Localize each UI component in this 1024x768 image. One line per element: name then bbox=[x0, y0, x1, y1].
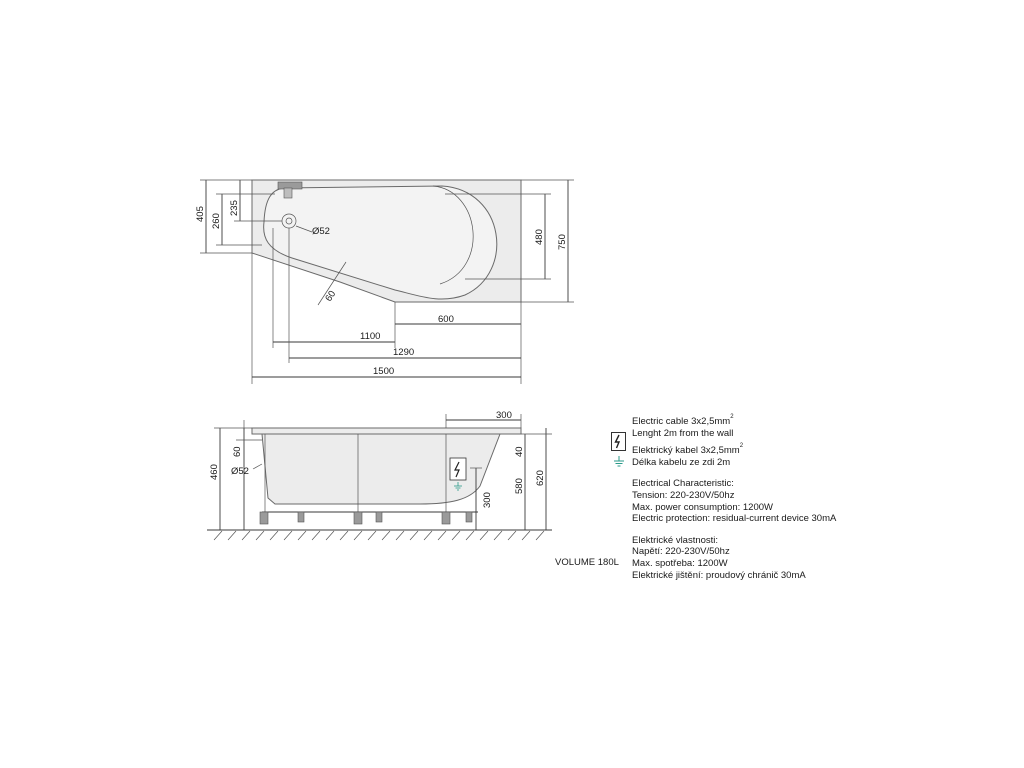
dim-60-side: 60 bbox=[232, 446, 243, 457]
ground-icon bbox=[613, 456, 625, 468]
dim-405: 405 bbox=[195, 206, 206, 222]
electrical-spec bbox=[632, 416, 932, 581]
floor-hatch bbox=[214, 531, 544, 540]
dim-1290: 1290 bbox=[393, 347, 415, 358]
dim-300-inner: 300 bbox=[482, 492, 493, 508]
dim-750: 750 bbox=[557, 234, 568, 250]
elec-cz-protection: Elektrické jištění: proudový chránič 30mA bbox=[632, 569, 806, 581]
dim-d52-side: Ø52 bbox=[231, 466, 249, 477]
dim-260: 260 bbox=[211, 213, 222, 229]
tub-basin-top bbox=[264, 186, 497, 299]
elec-cz-tension: Napětí: 220-230V/50hz bbox=[632, 546, 730, 558]
cable-cz-line: Elektrický kabel $3x2,5mm^2$ bbox=[632, 443, 744, 457]
dim-620: 620 bbox=[535, 470, 546, 486]
cable-en-length: Lenght 2m from the wall bbox=[632, 427, 734, 439]
pump-box bbox=[450, 458, 466, 480]
dim-60-top: 60 bbox=[323, 288, 339, 304]
dim-1100: 1100 bbox=[360, 331, 381, 342]
top-view bbox=[195, 180, 574, 384]
dim-460: 460 bbox=[209, 464, 220, 480]
dim-600: 600 bbox=[438, 314, 454, 325]
elec-en-protection: Electric protection: residual-current device 30mA bbox=[632, 513, 837, 525]
dim-d52-top: Ø52 bbox=[312, 226, 330, 237]
dim-235: 235 bbox=[229, 200, 240, 216]
elec-cz-title: Elektrické vlastnosti: bbox=[632, 534, 719, 546]
dim-300-top: 300 bbox=[496, 410, 512, 421]
cable-cz-length: Délka kabelu ze zdi 2m bbox=[632, 456, 731, 468]
elec-en-tension: Tension: 220-230V/50hz bbox=[632, 489, 735, 501]
elec-cz-power: Max. spotřeba: 1200W bbox=[632, 557, 728, 569]
dim-1500: 1500 bbox=[373, 366, 395, 377]
dim-480: 480 bbox=[534, 229, 545, 245]
tub-rim-side bbox=[252, 428, 521, 434]
dim-580: 580 bbox=[514, 478, 525, 494]
elec-en-title: Electrical Characteristic: bbox=[632, 478, 734, 490]
volume-label: VOLUME 180L bbox=[555, 557, 619, 568]
side-view bbox=[207, 410, 552, 540]
frame-feet bbox=[260, 512, 472, 524]
dim-40: 40 bbox=[514, 446, 525, 457]
elec-en-power: Max. power consumption: 1200W bbox=[632, 501, 773, 513]
cable-en-line: Electric cable $3x2,5mm^2$ bbox=[632, 414, 734, 427]
